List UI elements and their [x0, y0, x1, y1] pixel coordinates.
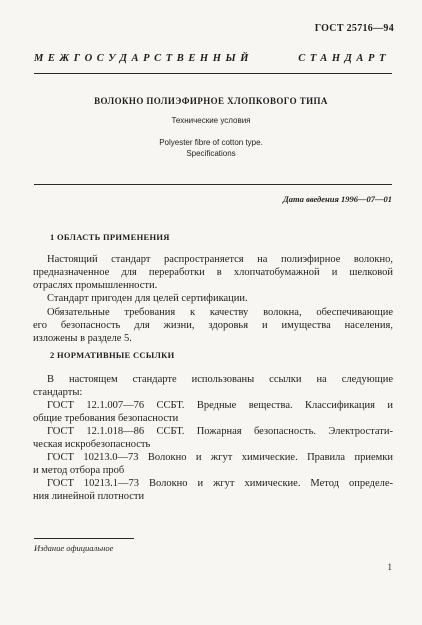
reference-item [33, 425, 393, 451]
text-line: Настоящий стандарт распространяется на полиэфирное волокно, [47, 254, 393, 265]
text-line: изложены в разделе 5. [33, 333, 132, 344]
text-line: Обязательные требования к качеству волокна, обеспечивающие [47, 307, 393, 318]
text-line: отраслях промышленности. [33, 280, 158, 291]
text-line: общие требования безопасности [33, 413, 179, 424]
text-line: предназначенное для переработки в хлопчатобумажной и шелковой [33, 267, 393, 278]
document-subtitle: Технические условия [171, 116, 251, 125]
standard-banner: МЕЖГОСУДАРСТВЕННЫЙ СТАНДАРТ [34, 53, 390, 64]
text-line: и метод отбора проб [33, 465, 125, 476]
section-2-intro [33, 373, 393, 399]
section-1-paragraph-1 [33, 253, 393, 292]
text-line: стандарты: [33, 387, 83, 398]
section-2-heading: 2 НОРМАТИВНЫЕ ССЫЛКИ [50, 350, 175, 360]
reference-item [33, 399, 393, 425]
reference-item [33, 451, 393, 477]
text-line: ГОСТ 12.1.018—86 ССБТ. Пожарная безопасность. Электростати- [47, 426, 393, 437]
text-line: ГОСТ 10213.1—73 Волокно и жгут химические. Метод определе- [47, 478, 393, 489]
document-title: ВОЛОКНО ПОЛИЭФИРНОЕ ХЛОПКОВОГО ТИПА [94, 96, 328, 106]
effective-date: Дата введения 1996—07—01 [282, 194, 392, 204]
edition-note: Издание официальное [34, 543, 114, 553]
footer-rule [34, 538, 134, 539]
text-line: В настоящем стандарте использованы ссылки на следующие [47, 374, 393, 385]
text-line: ГОСТ 10213.0—73 Волокно и жгут химические. Правила приемки [47, 452, 393, 463]
title-rule [34, 184, 392, 185]
section-1-heading: 1 ОБЛАСТЬ ПРИМЕНЕНИЯ [50, 232, 170, 242]
text-line: ческая искробезопасность [33, 439, 151, 450]
section-1-paragraph-2: Стандарт пригоден для целей сертификации. [47, 293, 248, 304]
text-line: ГОСТ 12.1.007—76 ССБТ. Вредные вещества. Классификация и [47, 400, 393, 411]
english-subtitle: Specifications [186, 149, 236, 158]
text-line: его безопасность для жизни, здоровья и имущества населения, [33, 320, 393, 331]
reference-item [33, 477, 393, 503]
banner-rule [34, 73, 392, 74]
page-number: 1 [387, 562, 392, 572]
section-1-paragraph-3 [33, 306, 393, 345]
text-line: ния линейной плотности [33, 491, 145, 502]
english-title: Polyester fibre of cotton type. [159, 138, 263, 147]
document-code: ГОСТ 25716—94 [314, 23, 394, 34]
